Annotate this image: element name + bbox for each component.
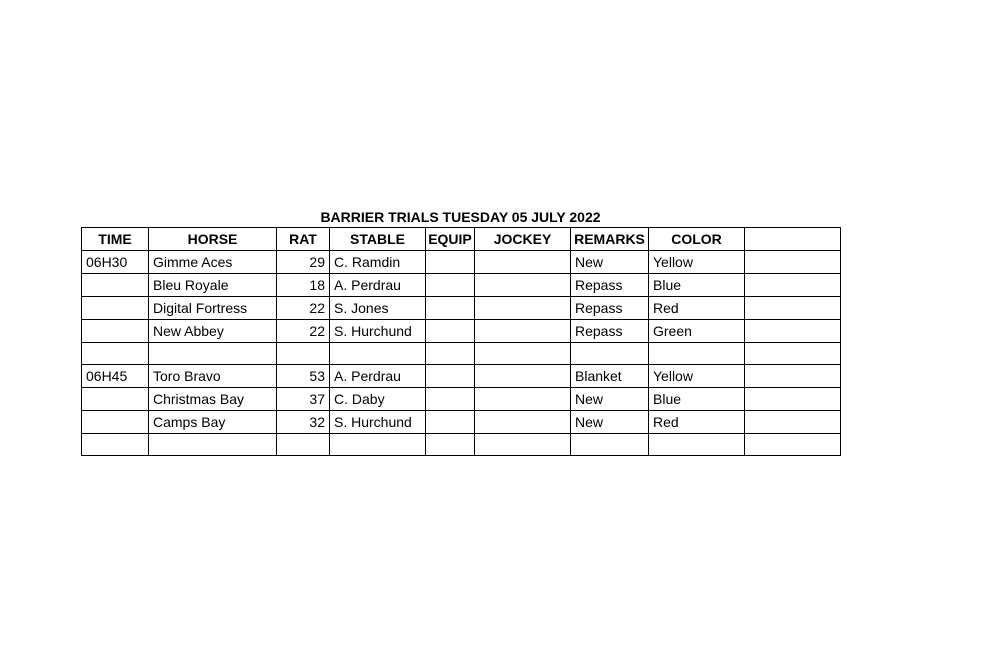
col-header-blank xyxy=(745,228,841,251)
cell-horse: Christmas Bay xyxy=(149,388,277,411)
cell-jockey xyxy=(475,320,571,343)
cell-jockey xyxy=(475,297,571,320)
table-row xyxy=(82,251,841,274)
barrier-trials-table xyxy=(81,227,841,456)
cell-horse: Gimme Aces xyxy=(149,251,277,274)
cell-rating xyxy=(277,434,330,456)
cell-equip xyxy=(426,274,475,297)
cell-horse: Bleu Royale xyxy=(149,274,277,297)
col-header-horse: HORSE xyxy=(149,228,277,251)
cell-extra xyxy=(745,388,841,411)
cell-stable: C. Ramdin xyxy=(330,251,426,274)
col-header-color: COLOR xyxy=(649,228,745,251)
cell-jockey xyxy=(475,343,571,365)
cell-color: Blue xyxy=(649,388,745,411)
cell-jockey xyxy=(475,434,571,456)
table-row xyxy=(82,388,841,411)
cell-stable: C. Daby xyxy=(330,388,426,411)
cell-time xyxy=(82,434,149,456)
cell-stable xyxy=(330,434,426,456)
cell-remarks: Repass xyxy=(571,274,649,297)
cell-color xyxy=(649,434,745,456)
cell-remarks xyxy=(571,434,649,456)
cell-horse: Digital Fortress xyxy=(149,297,277,320)
cell-time xyxy=(82,274,149,297)
col-header-time: TIME xyxy=(82,228,149,251)
cell-stable: A. Perdrau xyxy=(330,274,426,297)
cell-rating xyxy=(277,343,330,365)
cell-rating: 22 xyxy=(277,297,330,320)
cell-time xyxy=(82,411,149,434)
cell-remarks xyxy=(571,343,649,365)
cell-extra xyxy=(745,434,841,456)
cell-jockey xyxy=(475,365,571,388)
cell-stable: A. Perdrau xyxy=(330,365,426,388)
cell-equip xyxy=(426,320,475,343)
cell-equip xyxy=(426,343,475,365)
cell-remarks: New xyxy=(571,411,649,434)
cell-time xyxy=(82,388,149,411)
cell-horse: Toro Bravo xyxy=(149,365,277,388)
col-header-jockey: JOCKEY xyxy=(475,228,571,251)
cell-jockey xyxy=(475,251,571,274)
table-row xyxy=(82,343,841,365)
cell-extra xyxy=(745,411,841,434)
cell-remarks: New xyxy=(571,388,649,411)
cell-remarks: New xyxy=(571,251,649,274)
cell-jockey xyxy=(475,411,571,434)
cell-remarks: Repass xyxy=(571,320,649,343)
cell-rating: 18 xyxy=(277,274,330,297)
cell-remarks: Blanket xyxy=(571,365,649,388)
cell-equip xyxy=(426,251,475,274)
table-row xyxy=(82,411,841,434)
cell-extra xyxy=(745,274,841,297)
cell-color: Yellow xyxy=(649,251,745,274)
cell-stable: S. Hurchund xyxy=(330,320,426,343)
cell-jockey xyxy=(475,274,571,297)
cell-color: Red xyxy=(649,297,745,320)
table-row xyxy=(82,320,841,343)
cell-color: Blue xyxy=(649,274,745,297)
cell-stable: S. Hurchund xyxy=(330,411,426,434)
cell-horse xyxy=(149,343,277,365)
cell-time xyxy=(82,343,149,365)
table-row xyxy=(82,365,841,388)
cell-stable: S. Jones xyxy=(330,297,426,320)
cell-horse xyxy=(149,434,277,456)
cell-time: 06H30 xyxy=(82,251,149,274)
cell-horse: New Abbey xyxy=(149,320,277,343)
cell-remarks: Repass xyxy=(571,297,649,320)
cell-horse: Camps Bay xyxy=(149,411,277,434)
cell-equip xyxy=(426,297,475,320)
table-body xyxy=(82,251,841,456)
cell-extra xyxy=(745,343,841,365)
cell-equip xyxy=(426,434,475,456)
table-row xyxy=(82,434,841,456)
cell-extra xyxy=(745,365,841,388)
cell-time: 06H45 xyxy=(82,365,149,388)
col-header-equip: EQUIP xyxy=(426,228,475,251)
cell-color: Green xyxy=(649,320,745,343)
cell-rating: 29 xyxy=(277,251,330,274)
page-title: BARRIER TRIALS TUESDAY 05 JULY 2022 xyxy=(320,209,601,225)
cell-rating: 22 xyxy=(277,320,330,343)
cell-time xyxy=(82,320,149,343)
cell-equip xyxy=(426,388,475,411)
cell-equip xyxy=(426,411,475,434)
cell-jockey xyxy=(475,388,571,411)
cell-rating: 37 xyxy=(277,388,330,411)
col-header-remarks: REMARKS xyxy=(571,228,649,251)
cell-extra xyxy=(745,251,841,274)
cell-extra xyxy=(745,297,841,320)
cell-equip xyxy=(426,365,475,388)
cell-color xyxy=(649,343,745,365)
cell-rating: 32 xyxy=(277,411,330,434)
cell-extra xyxy=(745,320,841,343)
cell-time xyxy=(82,297,149,320)
cell-color: Red xyxy=(649,411,745,434)
col-header-rat: RAT xyxy=(277,228,330,251)
cell-color: Yellow xyxy=(649,365,745,388)
cell-stable xyxy=(330,343,426,365)
cell-rating: 53 xyxy=(277,365,330,388)
table-row xyxy=(82,274,841,297)
header-row xyxy=(82,228,841,251)
col-header-stable: STABLE xyxy=(330,228,426,251)
table-row xyxy=(82,297,841,320)
